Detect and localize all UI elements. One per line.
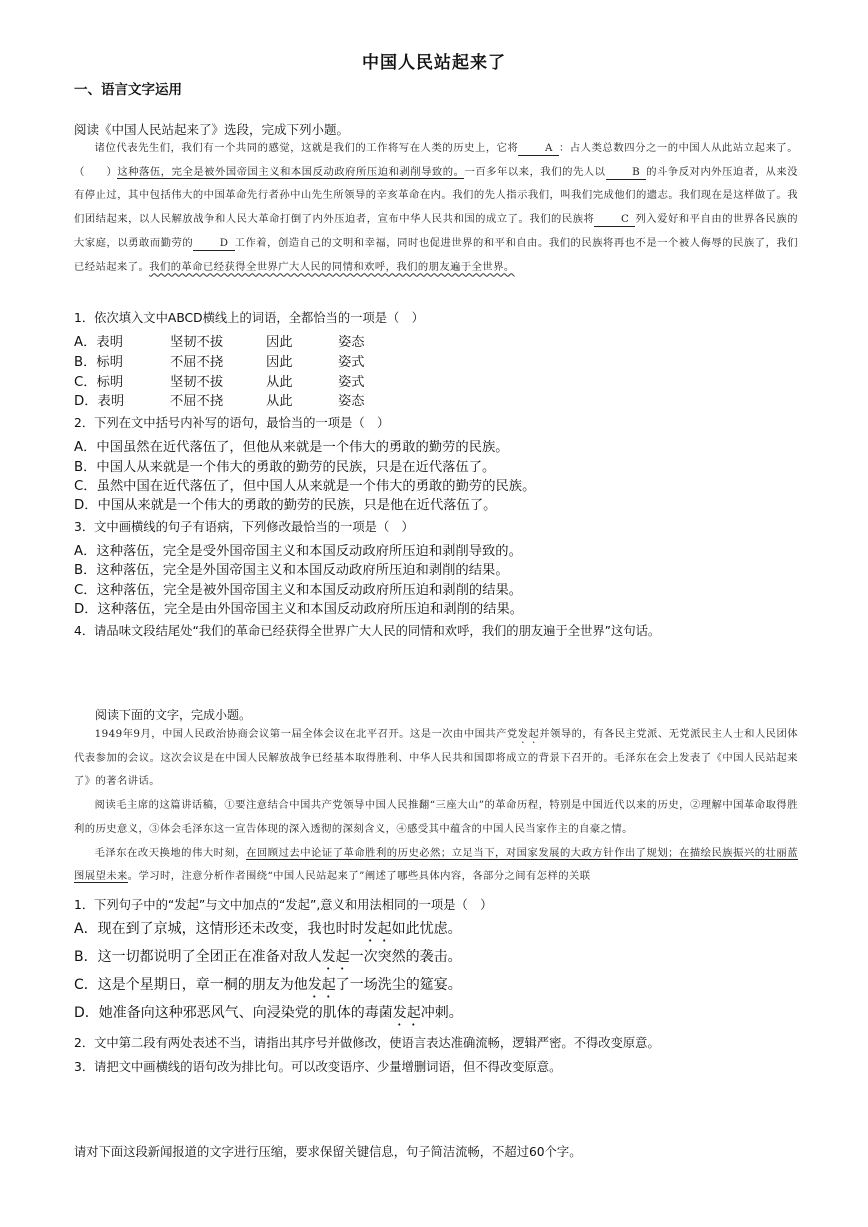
question-3: 3．文中画横线的句子有语病，下列修改最恰当的一项是（ ） — [74, 520, 414, 534]
q2-option-a: A．中国虽然在近代落伍了，但他从来就是一个伟大的勇敢的勤劳的民族。 — [74, 440, 509, 455]
passage1-text: 诸位代表先生们，我们有一个共同的感觉，这就是我们的工作将写在人类的历史上，它将 A ：占人类总数四分之一的中国人从此站立起来了。（ ）这种落伍，完全是被外国帝国主义和本国反动政府所压迫和剥削导致的。一百多年以来，我们的先人以 B 的斗争反对内外压迫者，从来没有停止过，其中包括伟大的中国革命先行者孙中山先生所领导的辛亥革命在内。我们的先人指示我们，叫我们完成他们的遗志。我们现在是这样做了。我们团结起来，以人民解放战争和人民大革命打倒了内外压迫者，宣布中华人民共和国的成立了。我们的民族将 C 列入爱好和平自由的世界各民族的大家庭，以勇敢而勤劳的 D 工作着，创造自己的文明和幸福，同时也促进世界的和平和自由。我们的民族将再也不是一个被人侮辱的民族了，我们已经站起来了。我们的革命已经获得全世界广大人民的同情和欢呼，我们的朋友遍于全世界。 — [74, 142, 798, 273]
q3-option-c: C．这种落伍，完全是被外国帝国主义和本国反动政府所压迫和剥削的结果。 — [74, 583, 523, 598]
blank-b: B — [606, 165, 647, 180]
passage2-text: 1949年9月，中国人民政治协商会议第一届全体会议在北平召开。这是一次由中国共产党发起并领导的，有各民主党派、无党派民主人士和人民团体代表参加的会议。这次会议是在中国人民解放战争已经基本取得胜利、中华人民共和国即将成立的背景下召开的。毛泽东在会上发表了《中国人民站起来了》的著名讲话。 阅读毛主席的这篇讲话稿，①要注意结合中国共产党领导中国人民推翻“三座大山”的革命历程，特别是中国近代以来的历史，②理解中国革命取得胜利的历史意义，③体会毛泽东这一宣告体现的深入透彻的深刻含义，④感受其中蕴含的中国人民当家作主的自豪之情。 毛泽东在改天换地的伟大时刻，在回顾过去中论证了革命胜利的历史必然；立足当下，对国家发展的大政方针作出了规划；在描绘民族振兴的壮丽蓝图展望未来。学习时，注意分析作者围绕“中国人民站起来了”阐述了哪些具体内容，各部分之间有怎样的关联 — [74, 728, 798, 883]
passage1-intro: 阅读《中国人民站起来了》选段，完成下列小题。 — [74, 122, 350, 137]
q2-option-d: D．中国从来就是一个伟大的勇敢的勤劳的民族，只是他在近代落伍了。 — [74, 498, 497, 513]
question-7: 3．请把文中画横线的语句改为排比句。可以改变语序、少量增删词语，但不得改变原意。 — [74, 1060, 562, 1074]
q1-option-c: C．标明 坚韧不拔 从此 姿式 — [74, 375, 365, 390]
underlined-sentence: 这种落伍，完全是被外国帝国主义和本国反动政府所压迫和剥削导致的。 — [117, 165, 465, 178]
q5-option-a: A．现在到了京城，这情形还未改变，我也时时发起如此忧虑。 — [74, 921, 462, 937]
blank-d: D — [193, 236, 234, 251]
q3-option-b: B．这种落伍，完全是外国帝国主义和本国反动政府所压迫和剥削的结果。 — [74, 563, 509, 578]
q5-option-d: D．她准备向这种邪恶风气、向浸染党的肌体的毒菌发起冲刺。 — [74, 1005, 463, 1021]
q2-option-b: B．中国人从来就是一个伟大的勇敢的勤劳的民族，只是在近代落伍了。 — [74, 460, 496, 475]
q1-option-b: B．标明 不屈不挠 因此 姿式 — [74, 355, 365, 370]
question-1: 1．依次填入文中ABCD横线上的词语，全都恰当的一项是（ ） — [74, 311, 424, 325]
q5-option-c: C．这是个星期日，章一桐的朋友为他发起了一场洗尘的筵宴。 — [74, 977, 462, 993]
question-5: 1．下列句子中的“发起”与文中加点的“发起”,意义和用法相同的一项是（ ） — [74, 898, 493, 912]
compression-task: 请对下面这段新闻报道的文字进行压缩，要求保留关键信息，句子简洁流畅，不超过60个字。 — [74, 1145, 582, 1159]
section-heading: 一、语言文字运用 — [74, 82, 182, 98]
q5-option-b: B．这一切都说明了全团正在准备对敌人发起一次突然的袭击。 — [74, 949, 462, 965]
q1-option-d: D．表明 不屈不挠 从此 姿态 — [74, 394, 365, 409]
dotted-word-faqi: 发起 — [517, 728, 540, 740]
blank-c: C — [594, 212, 635, 227]
blank-a: A — [518, 141, 558, 156]
question-2: 2．下列在文中括号内补写的语句，最恰当的一项是（ ） — [74, 416, 390, 430]
underlined-statement: 在回顾过去中论证了革命胜利的历史必然；立足当下，对国家发展的大政方针作出了规划；在描绘民族振兴的壮丽蓝图展望未来 — [74, 846, 798, 883]
passage2-intro: 阅读下面的文字，完成小题。 — [95, 708, 252, 722]
question-6: 2．文中第二段有两处表述不当，请指出其序号并做修改，使语言表达准确流畅，逻辑严密。不得改变原意。 — [74, 1036, 660, 1050]
q3-option-a: A．这种落伍，完全是受外国帝国主义和本国反动政府所压迫和剥削导致的。 — [74, 544, 522, 559]
wavy-underlined-sentence: 我们的革命已经获得全世界广大人民的同情和欢呼，我们的朋友遍于全世界。 — [149, 260, 515, 273]
question-4: 4．请品味文段结尾处“我们的革命已经获得全世界广大人民的同情和欢呼，我们的朋友遍于全世界”这句话。 — [74, 624, 661, 638]
q2-option-c: C．虽然中国在近代落伍了，但中国人从来就是一个伟大的勇敢的勤劳的民族。 — [74, 479, 536, 494]
q3-option-d: D．这种落伍，完全是由外国帝国主义和本国反动政府所压迫和剥削的结果。 — [74, 602, 524, 617]
page-title: 中国人民站起来了 — [362, 53, 506, 73]
q1-option-a: A．表明 坚韧不拔 因此 姿态 — [74, 335, 365, 350]
